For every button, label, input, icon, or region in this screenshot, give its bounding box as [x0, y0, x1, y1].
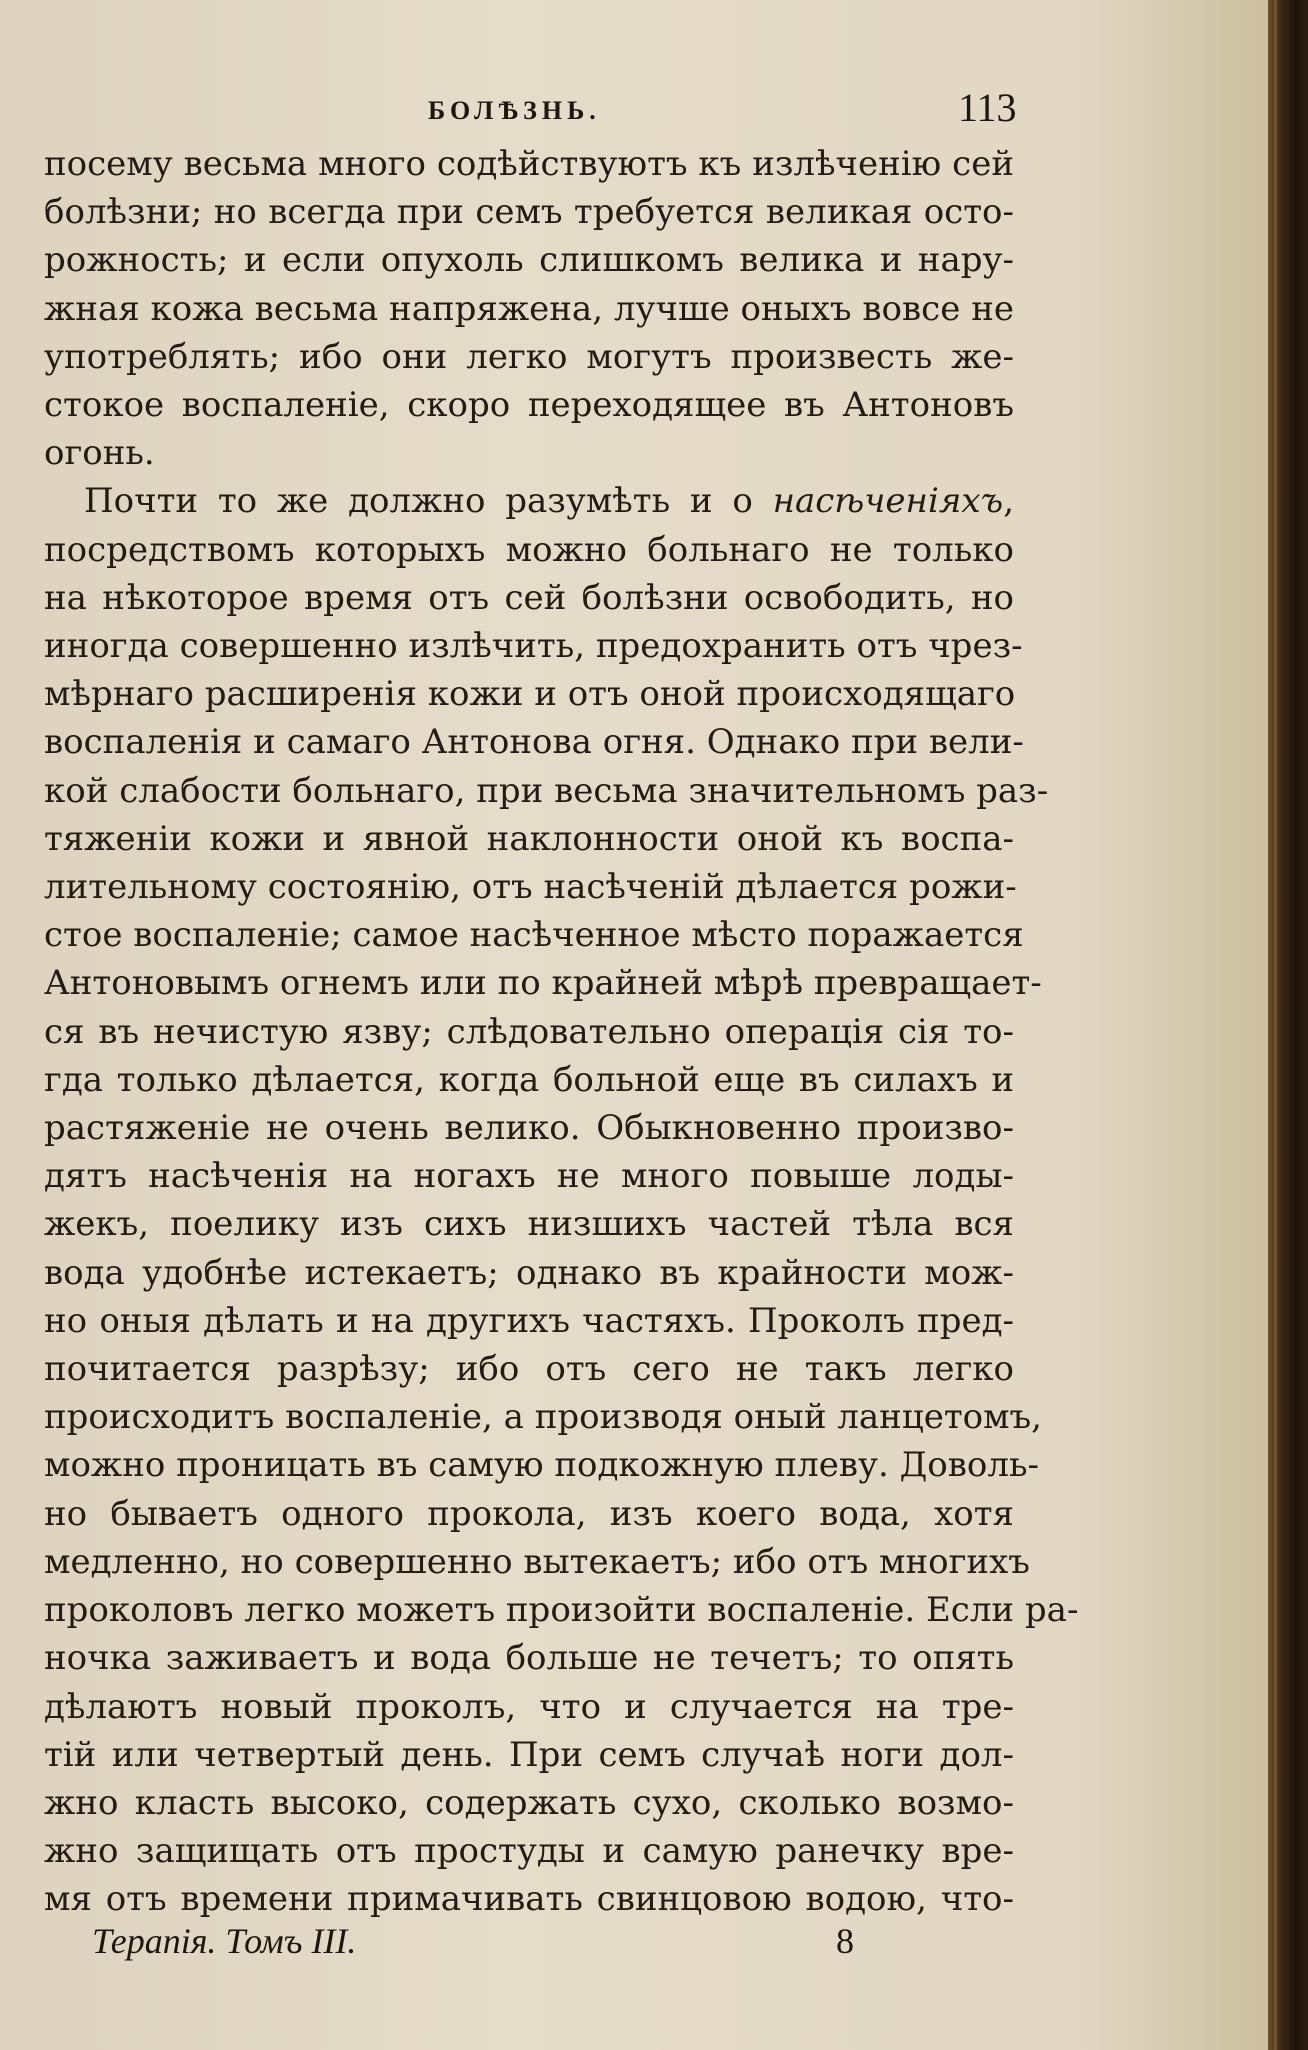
text-line: употреблять; ибо они легко могутъ произвесть же-: [44, 336, 1014, 377]
running-head: БОЛѢЗНЬ.: [428, 96, 601, 125]
page-header: [0, 85, 1268, 138]
text-line: Антоновымъ огнемъ или по крайней мѣрѣ превращает-: [44, 963, 1042, 1004]
text-line: мѣрнаго расширенія кожи и отъ оной происходящаго: [44, 674, 1016, 715]
text-line: жно класть высоко, содержать сухо, сколько возмо-: [44, 1782, 1014, 1823]
text-line: ся въ нечистую язву; слѣдовательно операція сія то-: [44, 1011, 1014, 1052]
text-line: медленно, но совершенно вытекаетъ; ибо отъ многихъ: [44, 1541, 1030, 1582]
text-line: мя отъ времени примачивать свинцовою водою, что-: [44, 1879, 1014, 1920]
text-line: болѣзни; но всегда при семъ требуется великая осто-: [44, 192, 1014, 233]
italic-term: насѣченіяхъ: [772, 481, 1004, 522]
body-text: [44, 140, 1079, 1924]
page-footer: [0, 1910, 1268, 1970]
text-line: можно проницать въ самую подкожную плеву. Доволь-: [44, 1445, 1039, 1486]
text-line: стое воспаленіе; самое насѣченное мѣсто поражается: [44, 915, 1024, 956]
text-line: вода удобнѣе истекаетъ; однако въ крайности мож-: [44, 1252, 1014, 1293]
text-line: дятъ насѣченія на ногахъ не много повыше лоды-: [44, 1156, 1014, 1197]
text-line: посему весьма много содѣйствуютъ къ излѣченію сей: [44, 144, 1014, 184]
text-line: на нѣкоторое время отъ сей болѣзни освободить, но: [44, 577, 1014, 618]
text-line: растяженіе не очень велико. Обыкновенно произво-: [44, 1108, 1014, 1149]
text-line: но оныя дѣлать и на другихъ частяхъ. Проколъ пред-: [44, 1300, 1014, 1341]
signature-number: 8: [836, 1921, 854, 1961]
text-line: гда только дѣлается, когда больной еще въ силахъ и: [44, 1059, 1014, 1100]
text-line: ночка заживаетъ и вода больше не течетъ; то опять: [44, 1638, 1014, 1679]
text-line: лительному состоянію, отъ насѣченій дѣлается рожи-: [44, 867, 1017, 908]
text-line: жекъ, поелику изъ сихъ низшихъ частей тѣла вся: [44, 1204, 1014, 1245]
page-number: 113: [958, 85, 1017, 130]
text-line: огонь.: [44, 433, 155, 474]
text-line: кой слабости больнаго, при весьма значительномъ раз-: [44, 770, 1049, 811]
text-line: жная кожа весьма напряжена, лучше оныхъ вовсе не: [44, 288, 1014, 329]
text-line: тяженіи кожи и явной наклонности оной къ воспа-: [44, 818, 1014, 859]
text-segment: ,: [1003, 481, 1014, 522]
paragraph-start-line: [44, 477, 1014, 525]
text-line: стокое воспаленіе, скоро переходящее въ Антоновъ: [44, 385, 1014, 426]
signature-mark: Терапія. Томъ III.: [92, 1921, 357, 1961]
text-line: почитается разрѣзу; ибо отъ сего не такъ легко: [44, 1349, 1014, 1390]
text-segment: Почти то же должно разумѣть и о: [84, 481, 773, 522]
text-line: жно защищать отъ простуды и самую ранечку вре-: [44, 1831, 1014, 1872]
text-line: но бываетъ одного прокола, изъ коего вода, хотя: [44, 1493, 1014, 1534]
text-line: тій или четвертый день. При семъ случаѣ ноги дол-: [44, 1734, 1014, 1775]
book-binding-edge: [1268, 0, 1308, 2050]
text-line: происходитъ воспаленіе, а производя оный ланцетомъ,: [44, 1397, 1042, 1438]
text-line: рожность; и если опухоль слишкомъ велика и нару-: [44, 240, 1014, 281]
text-line: иногда совершенно излѣчить, предохранить отъ чрез-: [44, 626, 1023, 667]
text-line: посредствомъ которыхъ можно больнаго не только: [44, 529, 1014, 570]
text-line: проколовъ легко можетъ произойти воспаленіе. Если ра-: [44, 1590, 1079, 1631]
text-line: дѣлаютъ новый проколъ, что и случается на тре-: [44, 1686, 1014, 1727]
text-line: воспаленія и самаго Антонова огня. Однако при вели-: [44, 722, 1024, 763]
